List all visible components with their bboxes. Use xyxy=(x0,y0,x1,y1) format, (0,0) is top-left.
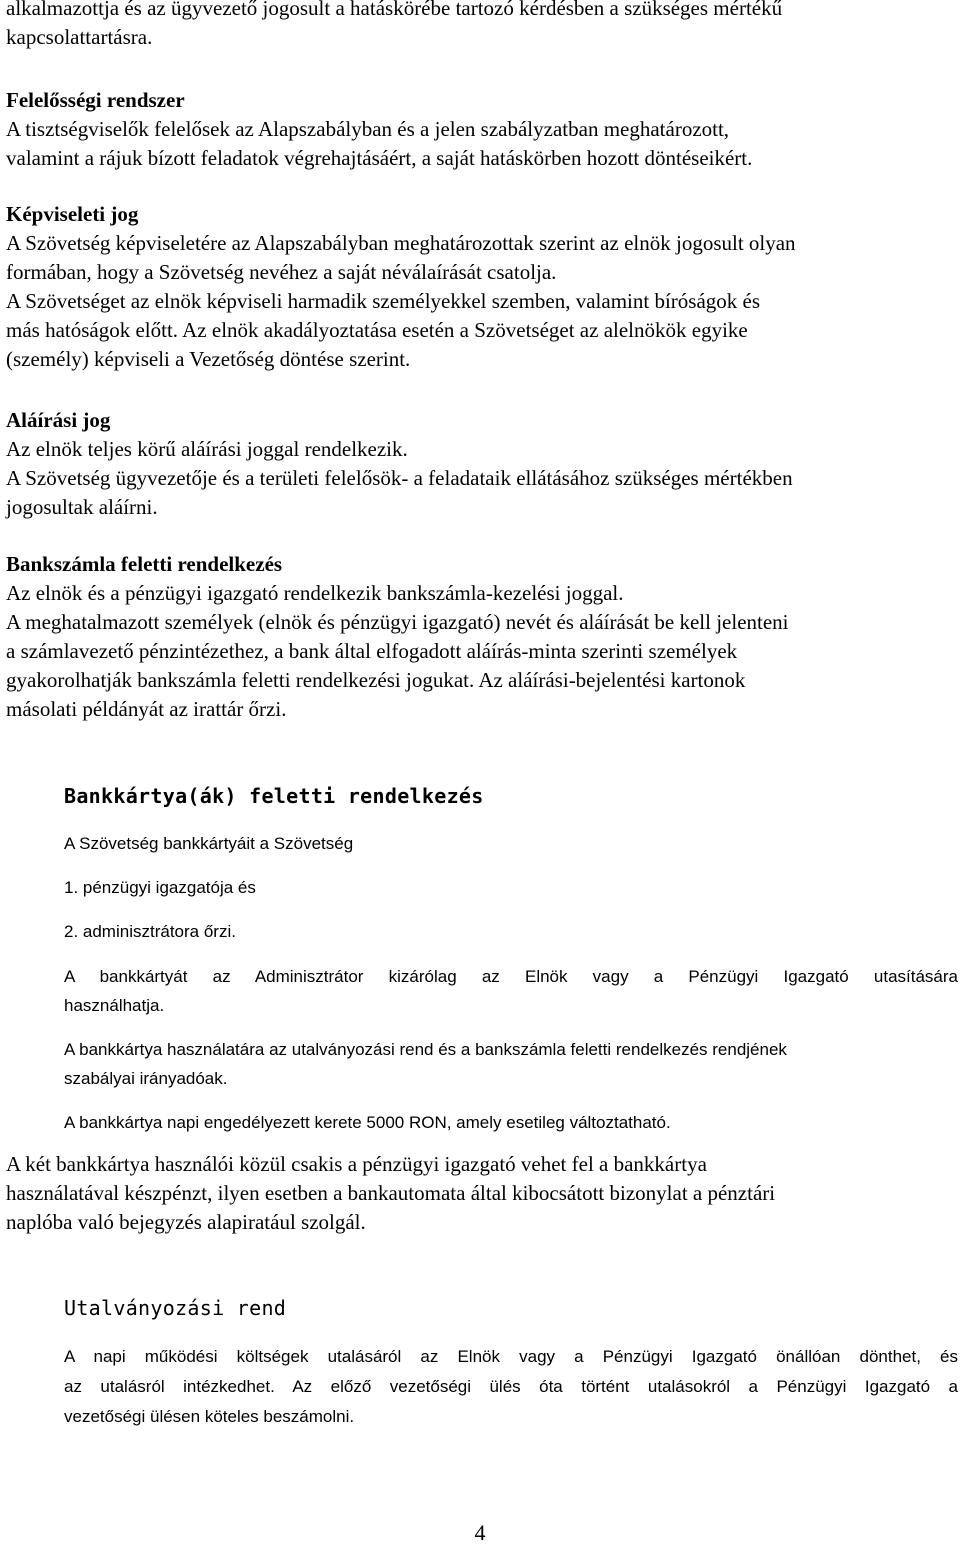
utalvanyozasi-paragraph xyxy=(64,1342,958,1432)
section-heading: Képviseleti jog xyxy=(6,202,139,226)
section-heading: Aláírási jog xyxy=(6,408,111,432)
bankkartya-serif-paragraph xyxy=(6,1150,958,1237)
paragraph-line: használhatja. xyxy=(64,996,165,1015)
bankkartya-paragraph xyxy=(64,1035,958,1093)
paragraph-line: A tisztségviselők felelősek az Alapszabályban és a jelen szabályzatban meghatározott, xyxy=(6,117,730,141)
kepviseleti-section xyxy=(6,200,958,374)
paragraph-line: A meghatalmazott személyek (elnök és pénzügyi igazgató) nevét és aláírását be kell jelenteni xyxy=(6,610,789,634)
section-heading: Bankkártya(ák) feletti rendelkezés xyxy=(64,784,484,808)
paragraph-line: más hatóságok előtt. Az elnök akadályoztatása esetén a Szövetséget az alelnökök egyike xyxy=(6,318,748,342)
paragraph-line: (személy) képviseli a Vezetőség döntése szerint. xyxy=(6,347,411,371)
paragraph-line: használatával készpénzt, ilyen esetben a bankautomata által kibocsátott bizonylat a pénztári xyxy=(6,1181,776,1205)
paragraph-line: A bankkártyát az Adminisztrátor kizárólag az Elnök vagy a Pénzügyi Igazgató utasítására xyxy=(64,967,958,986)
paragraph-line: A Szövetség képviseletére az Alapszabályban meghatározottak szerint az elnök jogosult olyan xyxy=(6,231,796,255)
intro-paragraph xyxy=(6,0,958,52)
alairasi-section xyxy=(6,406,958,522)
bankkartya-line: 1. pénzügyi igazgatója és xyxy=(64,878,256,897)
paragraph-line: formában, hogy a Szövetség nevéhez a saját néválaírását csatolja. xyxy=(6,260,557,284)
paragraph-line: vezetőségi ülésen köteles beszámolni. xyxy=(64,1407,355,1426)
paragraph-line: Az elnök és a pénzügyi igazgató rendelkezik bankszámla-kezelési joggal. xyxy=(6,581,624,605)
paragraph-line: A Szövetség ügyvezetője és a területi felelősök- a feladataik ellátásához szükséges mértékben xyxy=(6,466,793,490)
paragraph-line: a számlavezető pénzintézethez, a bank által elfogadott aláírás-minta szerinti személyek xyxy=(6,639,738,663)
paragraph-line: jogosultak aláírni. xyxy=(6,495,158,519)
paragraph-line: A két bankkártya használói közül csakis a pénzügyi igazgató vehet fel a bankkártya xyxy=(6,1152,707,1176)
paragraph-line: szabályai irányadóak. xyxy=(64,1069,228,1088)
paragraph-line: Az elnök teljes körű aláírási joggal rendelkezik. xyxy=(6,437,408,461)
paragraph-line: az utalásról intézkedhet. Az előző vezetőségi ülés óta történt utalásokról a Pénzügyi Igazgató a xyxy=(64,1377,958,1396)
paragraph-line: A bankkártya használatára az utalványozási rend és a bankszámla feletti rendelkezés rendjének xyxy=(64,1040,787,1059)
bankkartya-line: A Szövetség bankkártyáit a Szövetség xyxy=(64,834,354,853)
section-heading: Bankszámla feletti rendelkezés xyxy=(6,552,283,576)
paragraph-line: A Szövetséget az elnök képviseli harmadik személyekkel szemben, valamint bíróságok és xyxy=(6,289,761,313)
intro-line: kapcsolattartásra. xyxy=(6,25,153,49)
paragraph-line: naplóba való bejegyzés alapiratául szolgál. xyxy=(6,1210,366,1234)
bankkartya-paragraph xyxy=(64,962,958,1020)
paragraph-line: gyakorolhatják bankszámla feletti rendelkezési jogukat. Az aláírási-bejelentési kartonok xyxy=(6,668,746,692)
page-number: 4 xyxy=(474,1520,486,1545)
intro-line: alkalmazottja és az ügyvezető jogosult a hatáskörébe tartozó kérdésben a szükséges mértékű xyxy=(6,0,783,20)
bankszamla-section xyxy=(6,550,958,724)
felelossegi-section xyxy=(6,86,958,173)
bankkartya-line: A bankkártya napi engedélyezett kerete 5000 RON, amely esetileg változtatható. xyxy=(64,1113,671,1132)
paragraph-line: valamint a rájuk bízott feladatok végrehajtásáért, a saját hatáskörben hozott döntéseikért. xyxy=(6,146,753,170)
paragraph-line: másolati példányát az irattár őrzi. xyxy=(6,697,287,721)
bankkartya-line: 2. adminisztrátora őrzi. xyxy=(64,922,236,941)
paragraph-line: A napi működési költségek utalásáról az Elnök vagy a Pénzügyi Igazgató önállóan dönthet, és xyxy=(64,1347,958,1366)
section-heading: Utalványozási rend xyxy=(64,1296,287,1320)
section-heading: Felelősségi rendszer xyxy=(6,88,185,112)
